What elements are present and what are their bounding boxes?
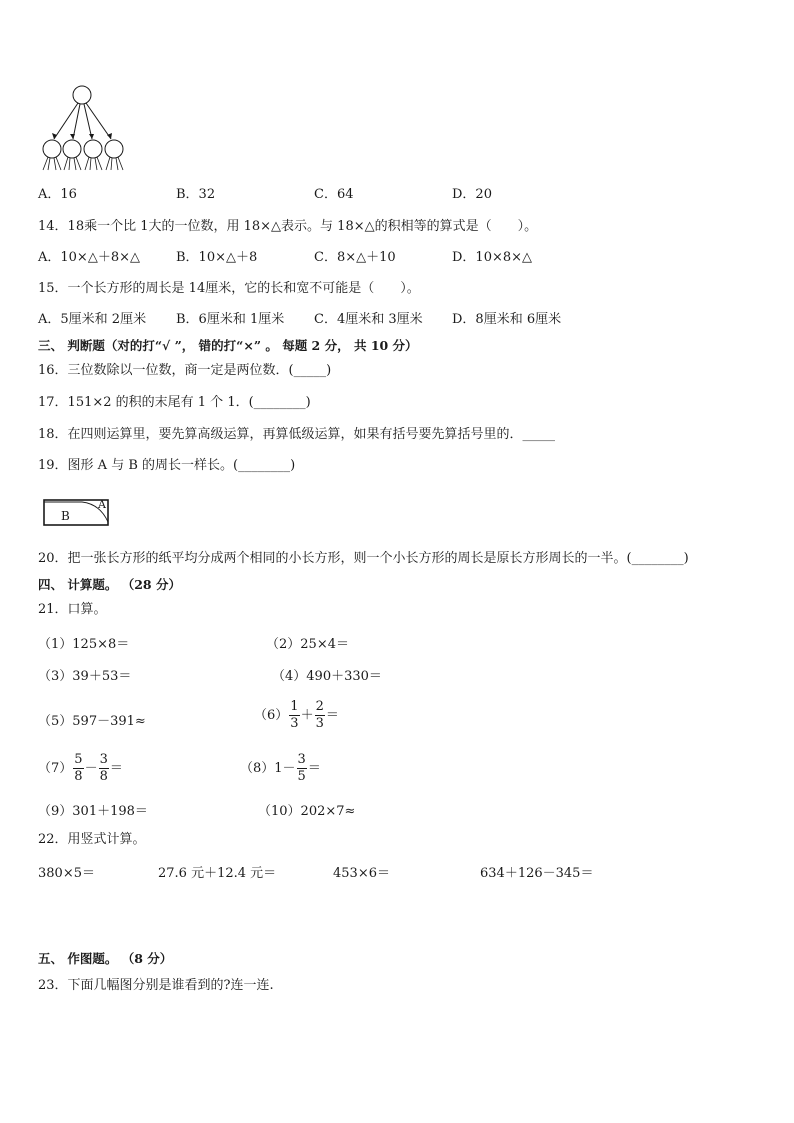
q15-option-a: A．5厘米和 2厘米 bbox=[38, 312, 147, 327]
q21-item-6-numerator-1: 1 bbox=[290, 699, 299, 714]
q16: 16．三位数除以一位数，商一定是两位数．(_____) bbox=[38, 363, 332, 378]
q21-item-6-prefix: （6） bbox=[254, 708, 289, 723]
q21-item-7-fraction-1 bbox=[73, 752, 83, 785]
q21-item-8 bbox=[240, 752, 321, 785]
q21-item-8-prefix: （8）1－ bbox=[240, 761, 296, 776]
q21-item-6-denominator-2: 3 bbox=[315, 716, 324, 731]
q21-item-7-numerator-1: 5 bbox=[74, 752, 83, 767]
q21-item-7-equals: ＝ bbox=[109, 761, 123, 776]
q13-option-c: C．64 bbox=[314, 187, 354, 202]
q21-item-1: （1）125×8＝ bbox=[38, 637, 130, 652]
q19: 19．图形 A 与 B 的周长一样长。(________) bbox=[38, 458, 296, 473]
q21-item-7 bbox=[38, 752, 123, 785]
q15-option-c: C．4厘米和 3厘米 bbox=[314, 312, 423, 327]
q21-item-6-numerator-2: 2 bbox=[315, 699, 324, 714]
q22-item-1: 380×5＝ bbox=[38, 866, 95, 881]
q21-item-8-fraction bbox=[297, 752, 307, 785]
q21-item-7-prefix: （7） bbox=[38, 761, 73, 776]
q20: 20．把一张长方形的纸平均分成两个相同的小长方形，则一个小长方形的周长是原长方形周长的一半。(________) bbox=[38, 551, 689, 566]
q21-item-6-equals: ＝ bbox=[325, 708, 339, 723]
q21-item-7-operator: － bbox=[84, 761, 98, 776]
figure-label-b: B bbox=[61, 509, 70, 523]
q13-option-a: A．16 bbox=[38, 187, 77, 202]
q21-item-2: （2）25×4＝ bbox=[266, 637, 349, 652]
q14-option-b: B．10×△＋8 bbox=[176, 250, 258, 265]
section-3-heading: 三、 判断题（对的打“√ ”， 错的打“×” 。 每题 2 分， 共 10 分） bbox=[38, 338, 418, 353]
q13-option-b: B．32 bbox=[176, 187, 216, 202]
q21-item-6-operator: ＋ bbox=[300, 708, 314, 723]
q22-stem: 22．用竖式计算。 bbox=[38, 832, 146, 847]
q21-item-6-denominator-1: 3 bbox=[290, 716, 299, 731]
q21-item-5: （5）597－391≈ bbox=[38, 714, 146, 729]
q14-stem: 14．18乘一个比 1大的一位数，用 18×△表示。与 18×△的积相等的算式是（ ）。 bbox=[38, 219, 538, 234]
tree-diagram bbox=[36, 82, 136, 182]
q14-option-c: C．8×△＋10 bbox=[314, 250, 396, 265]
section-4-heading: 四、 计算题。 （28 分） bbox=[38, 577, 181, 592]
q14-option-a: A．10×△＋8×△ bbox=[38, 250, 140, 265]
q21-item-8-numerator: 3 bbox=[297, 752, 306, 767]
q21-item-4: （4）490＋330＝ bbox=[272, 669, 382, 684]
q22-item-2: 27.6 元＋12.4 元＝ bbox=[158, 866, 277, 881]
q17: 17．151×2 的积的末尾有 1 个 1．(________) bbox=[38, 395, 311, 410]
q21-item-10: （10）202×7≈ bbox=[258, 804, 356, 819]
q14-option-d: D．10×8×△ bbox=[452, 250, 533, 265]
q21-item-6 bbox=[254, 699, 339, 732]
q21-item-7-denominator-2: 8 bbox=[99, 769, 108, 784]
q15-option-d: D．8厘米和 6厘米 bbox=[452, 312, 562, 327]
q21-item-7-numerator-2: 3 bbox=[99, 752, 108, 767]
q23: 23．下面几幅图分别是谁看到的?连一连. bbox=[38, 978, 274, 993]
q18: 18．在四则运算里，要先算高级运算，再算低级运算，如果有括号要先算括号里的．_____ bbox=[38, 427, 556, 442]
figure-label-a: A bbox=[98, 498, 106, 511]
q21-item-9: （9）301＋198＝ bbox=[38, 804, 148, 819]
q21-item-6-fraction-1 bbox=[289, 699, 299, 732]
q15-option-b: B．6厘米和 1厘米 bbox=[176, 312, 285, 327]
q21-item-7-fraction-2 bbox=[99, 752, 109, 785]
q21-item-6-fraction-2 bbox=[315, 699, 325, 732]
q21-item-3: （3）39＋53＝ bbox=[38, 669, 132, 684]
q21-item-8-equals: ＝ bbox=[307, 761, 321, 776]
q22-item-4: 634＋126－345＝ bbox=[480, 866, 594, 881]
section-5-heading: 五、 作图题。 （8 分） bbox=[38, 951, 173, 966]
q15-stem: 15．一个长方形的周长是 14厘米，它的长和宽不可能是（ ）。 bbox=[38, 281, 420, 296]
q13-option-d: D．20 bbox=[452, 187, 492, 202]
q21-item-7-denominator-1: 8 bbox=[74, 769, 83, 784]
q21-stem: 21．口算。 bbox=[38, 602, 107, 617]
q21-item-8-denominator: 5 bbox=[297, 769, 306, 784]
q22-item-3: 453×6＝ bbox=[333, 866, 390, 881]
